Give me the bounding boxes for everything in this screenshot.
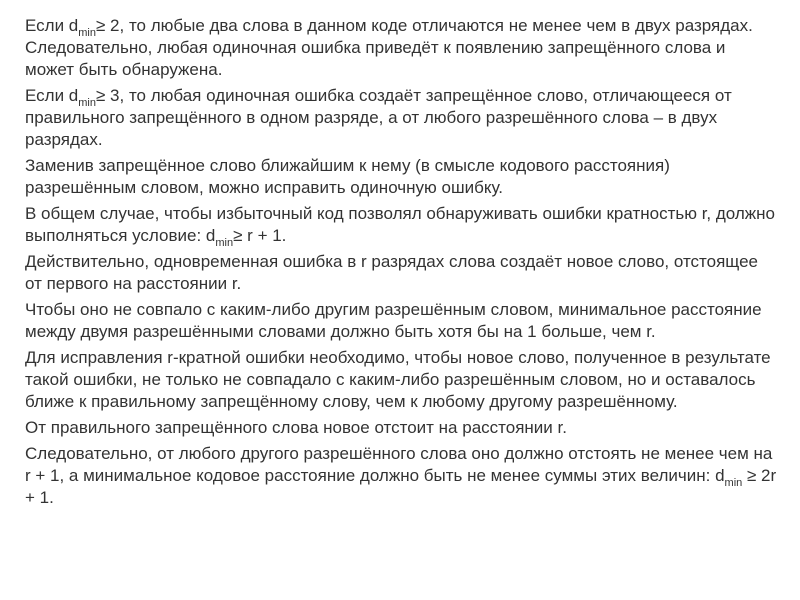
text-run: ≥ 2r + 1. xyxy=(25,466,777,507)
text-run: Если d xyxy=(25,86,79,105)
text-run: ≥ r + 1. xyxy=(233,226,287,245)
text-run: ≥ 2, то любые два слова в данном коде отличаются не менее чем в двух разрядах. Следовательно, любая одиночная ошибка приведёт к появлению запрещённого слова и может быть обнаружена. xyxy=(25,16,753,79)
paragraph-2 xyxy=(25,85,778,151)
text-run: Следовательно, от любого другого разрешённого слова оно должно отстоять не менее чем на r + 1, а минимальное кодовое расстояние должно быть не менее суммы этих величин: d xyxy=(25,444,773,485)
subscript-min: min xyxy=(724,477,743,489)
paragraph-7 xyxy=(25,347,778,413)
text-run: Действительно, одновременная ошибка в r разрядах слова создаёт новое слово, отстоящее от первого на расстоянии r. xyxy=(25,252,759,293)
text-run: Для исправления r-кратной ошибки необходимо, чтобы новое слово, полученное в результате такой ошибки, не только не совпадало с каким-либо разрешённым словом, но и оставалось ближе к правильному запрещённому слову, чем к любому другому разрешённому. xyxy=(25,348,771,411)
paragraph-6 xyxy=(25,299,778,343)
paragraph-5 xyxy=(25,251,778,295)
text-run: Чтобы оно не совпало с каким-либо другим разрешённым словом, минимальное расстояние между двумя разрешёнными словами должно быть хотя бы на 1 больше, чем r. xyxy=(25,300,762,341)
text-run: ≥ 3, то любая одиночная ошибка создаёт запрещённое слово, отличающееся от правильного запрещённого в одном разряде, а от любого разрешённого слова – в двух разрядах. xyxy=(25,86,732,149)
paragraph-8 xyxy=(25,417,778,439)
subscript-min: min xyxy=(215,237,234,249)
paragraph-4 xyxy=(25,203,778,247)
subscript-min: min xyxy=(78,97,96,109)
text-run: От правильного запрещённого слова новое отстоит на расстоянии r. xyxy=(25,418,567,437)
paragraph-1 xyxy=(25,15,778,81)
text-run: Заменив запрещённое слово ближайшим к нему (в смысле кодового расстояния) разрешённым словом, можно исправить одиночную ошибку. xyxy=(25,156,670,197)
slide-text-block xyxy=(25,15,778,513)
text-run: Если d xyxy=(25,16,79,35)
paragraph-3 xyxy=(25,155,778,199)
text-run: В общем случае, чтобы избыточный код позволял обнаруживать ошибки кратностью r, должно выполняться условие: d xyxy=(25,204,776,245)
subscript-min: min xyxy=(78,27,96,39)
paragraph-9 xyxy=(25,443,778,509)
